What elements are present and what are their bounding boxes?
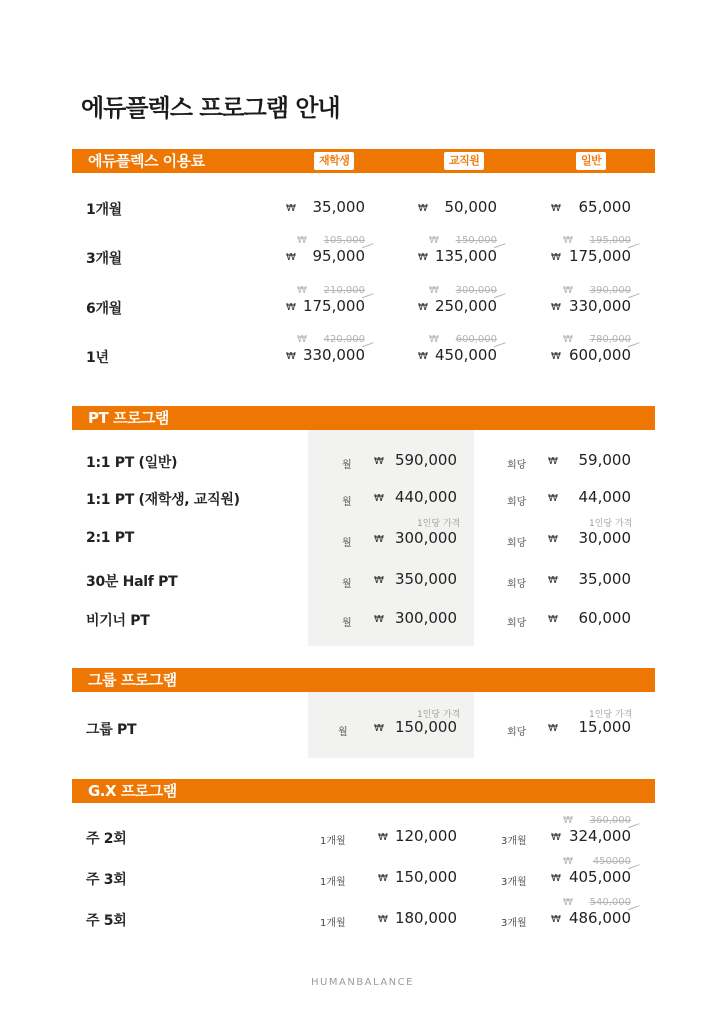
month-label: 월	[342, 618, 352, 629]
pt-row-label: 비기너 PT	[86, 613, 150, 629]
group-row-label: 그룹 PT	[86, 722, 137, 738]
column-staff: 교직원	[444, 152, 484, 170]
currency-symbol: ₩	[563, 235, 573, 246]
currency-symbol: ₩	[429, 285, 439, 296]
fee-row-label: 6개월	[86, 301, 122, 317]
original-price: 540,000	[589, 897, 631, 908]
gx-row-label: 주 5회	[86, 913, 127, 929]
original-price: 390,000	[589, 285, 631, 296]
currency-symbol: ₩	[551, 832, 561, 843]
currency-symbol: ₩	[548, 723, 558, 734]
original-price: 600,000	[455, 334, 497, 345]
currency-symbol: ₩	[429, 334, 439, 345]
currency-symbol: ₩	[551, 302, 561, 313]
month-label: 월	[342, 579, 352, 590]
month-label: 월	[342, 538, 352, 549]
gx-section-header	[72, 779, 655, 803]
fee-price: 175,000	[302, 297, 365, 315]
currency-symbol: ₩	[551, 351, 561, 362]
three-month-label: 3개월	[501, 877, 527, 888]
pt-section-header	[72, 406, 655, 430]
currency-symbol: ₩	[297, 334, 307, 345]
currency-symbol: ₩	[548, 493, 558, 504]
fees-header-label: 에듀플렉스 이용료	[88, 152, 205, 170]
gx-one-month-price: 120,000	[394, 827, 457, 845]
currency-symbol: ₩	[418, 203, 428, 214]
original-price: 450000	[592, 856, 631, 867]
currency-symbol: ₩	[548, 456, 558, 467]
gx-three-month-price: 486,000	[568, 909, 631, 927]
session-label: 회당	[507, 497, 527, 508]
month-label: 월	[342, 460, 352, 471]
fee-price: 50,000	[444, 198, 497, 216]
currency-symbol: ₩	[551, 914, 561, 925]
currency-symbol: ₩	[374, 575, 384, 586]
currency-symbol: ₩	[563, 285, 573, 296]
fee-price: 35,000	[312, 198, 365, 216]
gx-one-month-price: 180,000	[394, 909, 457, 927]
pt-session-price: 30,000	[578, 529, 631, 547]
session-label: 회당	[507, 460, 527, 471]
one-month-label: 1개월	[320, 918, 346, 929]
gx-three-month-price: 324,000	[568, 827, 631, 845]
three-month-label: 3개월	[501, 836, 527, 847]
gx-row-label: 주 2회	[86, 831, 127, 847]
original-price: 360,000	[589, 815, 631, 826]
original-price: 300,000	[455, 285, 497, 296]
currency-symbol: ₩	[374, 493, 384, 504]
currency-symbol: ₩	[286, 351, 296, 362]
original-price: 195,000	[589, 235, 631, 246]
currency-symbol: ₩	[374, 456, 384, 467]
session-label: 회당	[507, 727, 527, 738]
gx-header-label: G.X 프로그램	[88, 782, 177, 800]
currency-symbol: ₩	[378, 914, 388, 925]
original-price: 150,000	[455, 235, 497, 246]
currency-symbol: ₩	[297, 235, 307, 246]
one-month-label: 1개월	[320, 836, 346, 847]
original-price: 210,000	[323, 285, 365, 296]
pt-session-price: 59,000	[578, 451, 631, 469]
original-price: 780,000	[589, 334, 631, 345]
pt-row-label: 1:1 PT (재학생, 교직원)	[86, 492, 240, 508]
currency-symbol: ₩	[563, 856, 573, 867]
per-person-note: 1인당 가격	[589, 710, 633, 720]
session-label: 회당	[507, 579, 527, 590]
currency-symbol: ₩	[378, 873, 388, 884]
currency-symbol: ₩	[374, 723, 384, 734]
footer-brand: HUMANBALANCE	[311, 977, 414, 988]
group-session-price: 15,000	[578, 718, 631, 736]
session-label: 회당	[507, 538, 527, 549]
pt-session-price: 35,000	[578, 570, 631, 588]
currency-symbol: ₩	[374, 614, 384, 625]
currency-symbol: ₩	[551, 873, 561, 884]
pt-session-price: 44,000	[578, 488, 631, 506]
gx-one-month-price: 150,000	[394, 868, 457, 886]
pt-row-label: 1:1 PT (일반)	[86, 455, 178, 471]
currency-symbol: ₩	[563, 897, 573, 908]
fee-price: 450,000	[434, 346, 497, 364]
currency-symbol: ₩	[548, 614, 558, 625]
original-price: 420,000	[323, 334, 365, 345]
pt-monthly-price: 300,000	[394, 529, 457, 547]
group-section-header	[72, 668, 655, 692]
fee-price: 250,000	[434, 297, 497, 315]
currency-symbol: ₩	[418, 302, 428, 313]
fee-price: 175,000	[568, 247, 631, 265]
gx-three-month-price: 405,000	[568, 868, 631, 886]
pt-monthly-price: 440,000	[394, 488, 457, 506]
session-label: 회당	[507, 618, 527, 629]
original-price: 105,000	[323, 235, 365, 246]
fee-row-label: 1개월	[86, 202, 122, 218]
currency-symbol: ₩	[563, 815, 573, 826]
column-general: 일반	[576, 152, 606, 170]
currency-symbol: ₩	[563, 334, 573, 345]
per-person-note: 1인당 가격	[417, 519, 461, 529]
pt-monthly-price: 350,000	[394, 570, 457, 588]
currency-symbol: ₩	[297, 285, 307, 296]
fees-section-header	[72, 149, 655, 173]
pt-header-label: PT 프로그램	[88, 409, 169, 427]
currency-symbol: ₩	[551, 252, 561, 263]
month-label: 월	[338, 727, 348, 738]
fee-row-label: 3개월	[86, 251, 122, 267]
fee-price: 600,000	[568, 346, 631, 364]
pt-row-label: 30분 Half PT	[86, 574, 178, 590]
fee-price: 330,000	[568, 297, 631, 315]
page-title: 에듀플렉스 프로그램 안내	[81, 94, 340, 122]
fee-price: 65,000	[578, 198, 631, 216]
pt-session-price: 60,000	[578, 609, 631, 627]
currency-symbol: ₩	[374, 534, 384, 545]
gx-row-label: 주 3회	[86, 872, 127, 888]
month-label: 월	[342, 497, 352, 508]
currency-symbol: ₩	[548, 534, 558, 545]
currency-symbol: ₩	[418, 252, 428, 263]
pt-row-label: 2:1 PT	[86, 530, 134, 546]
group-monthly-price: 150,000	[394, 718, 457, 736]
per-person-note: 1인당 가격	[417, 710, 461, 720]
currency-symbol: ₩	[286, 302, 296, 313]
currency-symbol: ₩	[429, 235, 439, 246]
currency-symbol: ₩	[286, 252, 296, 263]
currency-symbol: ₩	[418, 351, 428, 362]
group-header-label: 그룹 프로그램	[88, 671, 177, 689]
currency-symbol: ₩	[378, 832, 388, 843]
fee-row-label: 1년	[86, 350, 109, 366]
currency-symbol: ₩	[286, 203, 296, 214]
three-month-label: 3개월	[501, 918, 527, 929]
per-person-note: 1인당 가격	[589, 519, 633, 529]
column-student: 재학생	[314, 152, 354, 170]
fee-price: 330,000	[302, 346, 365, 364]
pt-monthly-price: 300,000	[394, 609, 457, 627]
currency-symbol: ₩	[548, 575, 558, 586]
fee-price: 95,000	[312, 247, 365, 265]
one-month-label: 1개월	[320, 877, 346, 888]
pt-monthly-price: 590,000	[394, 451, 457, 469]
currency-symbol: ₩	[551, 203, 561, 214]
fee-price: 135,000	[434, 247, 497, 265]
